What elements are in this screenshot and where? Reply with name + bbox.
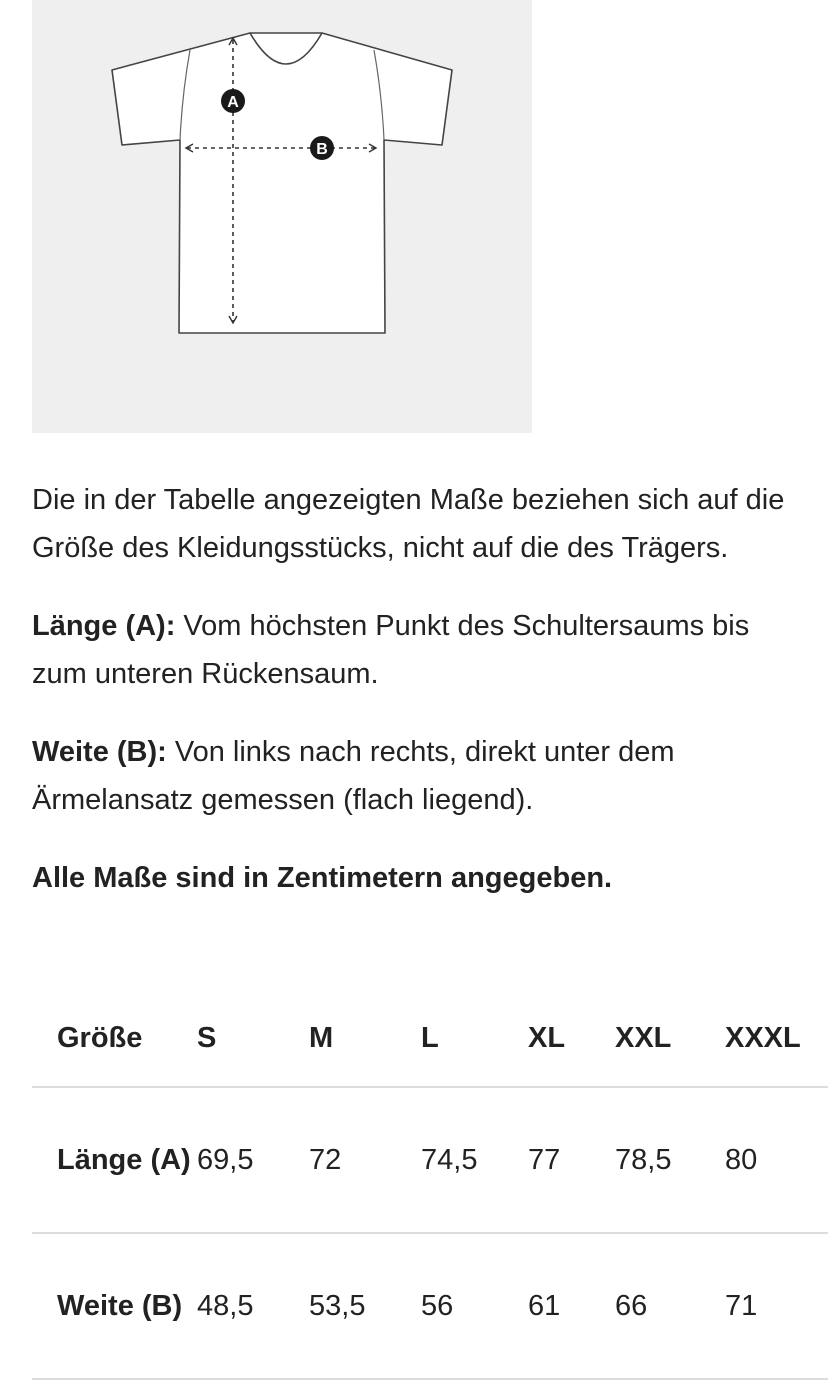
marker-b-icon — [310, 136, 334, 160]
table-cell: 72 — [309, 1087, 421, 1233]
table-cell: 74,5 — [421, 1087, 528, 1233]
table-cell: 69,5 — [197, 1087, 309, 1233]
size-table — [32, 990, 828, 1380]
header-xl: XL — [528, 990, 615, 1087]
table-cell: 61 — [528, 1233, 615, 1379]
table-cell: 78,5 — [615, 1087, 725, 1233]
length-definition-text: Vom höchsten Punkt des Schultersaums bis zum unteren Rückensaum. — [32, 610, 750, 690]
header-l: L — [421, 990, 528, 1087]
size-description — [32, 476, 812, 902]
table-row — [32, 1087, 828, 1233]
intro-text: Die in der Tabelle angezeigten Maße beziehen sich auf die Größe des Kleidungsstücks, nicht auf die des Trägers. — [32, 484, 785, 564]
table-cell: 77 — [528, 1087, 615, 1233]
units-note: Alle Maße sind in Zentimetern angegeben. — [32, 862, 613, 894]
table-cell: 53,5 — [309, 1233, 421, 1379]
marker-a-label: A — [227, 94, 239, 111]
marker-b-label: B — [316, 141, 328, 158]
table-row — [32, 1233, 828, 1379]
table-header-row — [32, 990, 828, 1087]
header-m: M — [309, 990, 421, 1087]
header-xxl: XXL — [615, 990, 725, 1087]
width-definition-label: Weite (B): — [32, 736, 167, 768]
header-size: Größe — [32, 990, 197, 1087]
length-definition-label: Länge (A): — [32, 610, 176, 642]
table-cell: 71 — [725, 1233, 828, 1379]
header-xxxl: XXXL — [725, 990, 828, 1087]
header-s: S — [197, 990, 309, 1087]
length-definition — [32, 602, 812, 698]
width-definition-text: Von links nach rechts, direkt unter dem Ärmelansatz gemessen (flach liegend). — [32, 736, 675, 816]
table-cell: 66 — [615, 1233, 725, 1379]
tshirt-outline-icon — [32, 0, 532, 433]
table-cell: 56 — [421, 1233, 528, 1379]
size-diagram — [32, 0, 532, 433]
table-cell: 80 — [725, 1087, 828, 1233]
marker-a-icon — [221, 89, 245, 113]
row-label-length: Länge (A) — [32, 1087, 197, 1233]
row-label-width: Weite (B) — [32, 1233, 197, 1379]
width-definition — [32, 728, 812, 824]
table-cell: 48,5 — [197, 1233, 309, 1379]
